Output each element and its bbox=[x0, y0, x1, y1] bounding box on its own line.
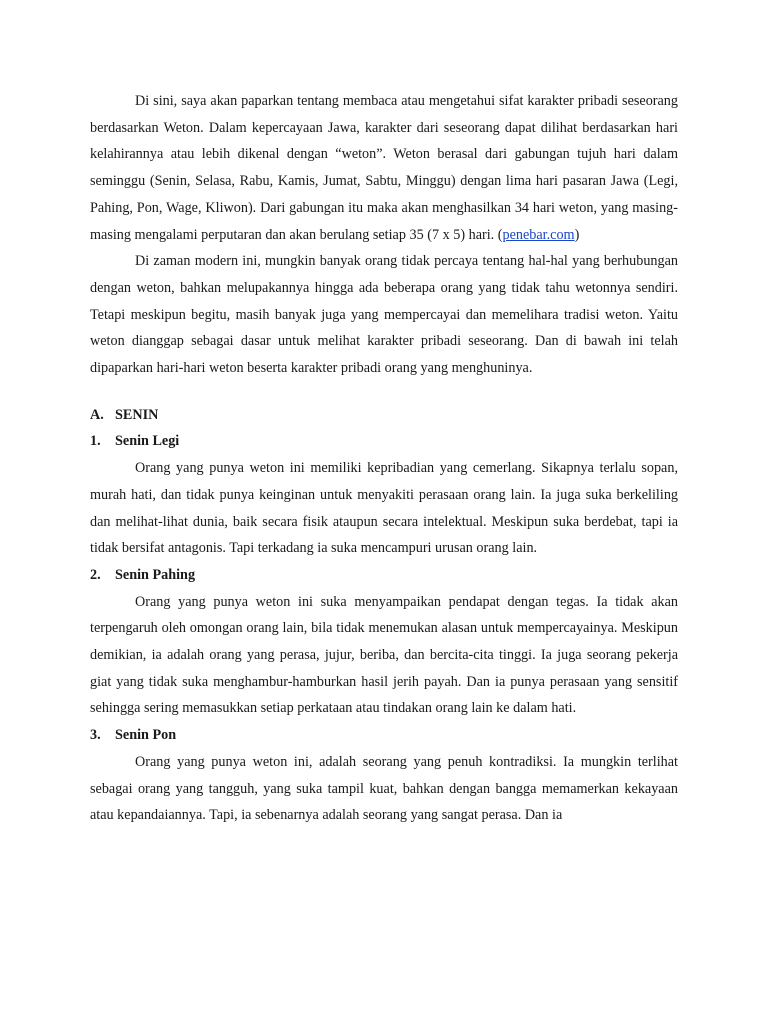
item-heading-1 bbox=[90, 428, 678, 455]
intro-paragraph-1-text: Di sini, saya akan paparkan tentang membaca atau mengetahui sifat karakter pribadi seseorang berdasarkan Weton. Dalam kepercayaan Jawa, karakter dari seseorang dapat dilihat berdasarkan hari kelahirannya atau lebih dikenal dengan “weton”. Weton berasal dari gabungan tujuh hari dalam seminggu (Senin, Selasa, Rabu, Kamis, Jumat, Sabtu, Minggu) dengan lima hari pasaran Jawa (Legi, Pahing, Pon, Wage, Kliwon). Dari gabungan itu maka akan menghasilkan 34 hari weton, yang masing-masing mengalami perputaran dan akan berulang setiap 35 (7 x 5) hari. ( bbox=[90, 93, 678, 243]
item-body-1 bbox=[90, 455, 678, 562]
item-body-3 bbox=[90, 749, 678, 829]
item-title: Senin Legi bbox=[115, 433, 180, 450]
source-link[interactable]: penebar.com bbox=[502, 226, 575, 243]
item-paragraph: Orang yang punya weton ini, adalah seorang yang penuh kontradiksi. Ia mungkin terlihat sebagai orang yang tangguh, yang suka tampil kuat, bahkan dengan bangga memamerkan kekayaan atau kepandaiannya. Tapi, ia sebenarnya adalah seorang yang sangat perasa. Dan ia bbox=[90, 753, 678, 824]
intro-paragraph-2: Di zaman modern ini, mungkin banyak orang tidak percaya tentang hal-hal yang berhubungan dengan weton, bahkan melupakannya hingga ada beberapa orang yang tidak tahu wetonnya sendiri. Tetapi meskipun begitu, masih banyak juga yang mempercayai dan memelihara tradisi weton. Yaitu weton dianggap sebagai dasar untuk melihat karakter pribadi seseorang. Dan di bawah ini telah dipaparkan hari-hari weton beserta karakter pribadi orang yang menghuninya. bbox=[90, 253, 678, 377]
item-number: 1. bbox=[90, 433, 101, 450]
item-number: 2. bbox=[90, 566, 101, 583]
item-title: Senin Pahing bbox=[115, 566, 196, 583]
section-spacer bbox=[90, 382, 678, 402]
section-heading bbox=[90, 402, 678, 429]
item-heading-3 bbox=[90, 722, 678, 749]
item-paragraph: Orang yang punya weton ini suka menyampaikan pendapat dengan tegas. Ia tidak akan terpengaruh oleh omongan orang lain, bila tidak menemukan alasan untuk mempercayainya. Meskipun demikian, ia adalah orang yang perasa, jujur, beriba, dan bercita-cita tinggi. Ia juga seorang pekerja giat yang tidak suka menghambur-hamburkan hasil jerih payah. Dan ia punya perasaan yang sensitif sehingga sering memasukkan setiap perkataan atau tindakan orang lain ke dalam hati. bbox=[90, 593, 678, 717]
item-number: 3. bbox=[90, 727, 101, 744]
section-marker: A. bbox=[90, 406, 104, 423]
item-heading-2 bbox=[90, 562, 678, 589]
item-title: Senin Pon bbox=[115, 727, 177, 744]
item-body-2 bbox=[90, 589, 678, 723]
intro-paragraph-1 bbox=[90, 88, 678, 248]
intro-paragraph-1-close: ) bbox=[574, 226, 580, 243]
item-paragraph: Orang yang punya weton ini memiliki kepribadian yang cemerlang. Sikapnya terlalu sopan, murah hati, dan tidak punya keinginan untuk menyakiti perasaan orang lain. Ia juga suka berkeliling dan melihat-lihat dunia, baik secara fisik ataupun secara intelektual. Meskipun suka berdebat, tapi ia tidak bersifat antagonis. Tapi terkadang ia suka mencampuri urusan orang lain. bbox=[90, 460, 678, 557]
section-title: SENIN bbox=[115, 406, 159, 423]
